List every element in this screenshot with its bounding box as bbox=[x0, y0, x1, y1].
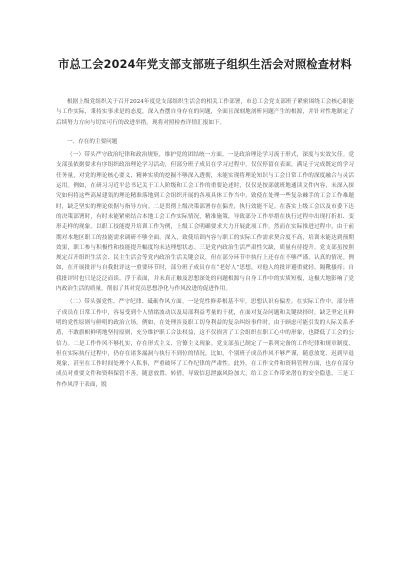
intro-paragraph: 根据上级党组织关于召开2024年度党支部组织生活会的相关工作部署，市总工会党支部班子紧密围绕工会核心职能与工作实际，秉持实事求是的态度，深入查摆自身存在的问题，全面且深刻地剖析问题产生的根源，并针对性地制定了后续努力方向与切实可行的改进举措。现将对照检查详情汇报如下。 bbox=[56, 99, 354, 126]
body-paragraph-2: （二）带头强党性、严守纪律、砥砺作风方面。一是党性修养根基不牢，思想认识有偏差。在实际工作中，部分班子成员在日常工作中，容易受到个人情绪波动以及局部利益考量的干扰，在面对复杂问题和关键抉择时，缺乏坚定且鲜明的党性原则与鲜明的政治立场。例如，在处理涉及职工切身利益的复杂纠纷事件时，由于顾虑可能引发的人际关系矛盾，不敢旗帜鲜明地坚持原则，充分维护职工合法权益，这不仅损害了工会组织在职工心中的形象，也降低了工会的公信力。二是工作作风不够扎实，存在形式主义、官僚主义现象。党支部虽已制定了一系列完备的工作纪律和规章制度，但在实际执行过程中，仍存在诸多漏洞与执行不到位的情况，比如，个别班子成员作风不够严谨，随意放宽、迟到早退现象，甚至在工作时间处理个人私事，严重破坏了工作纪律的严肃性。此外，在工作文件和资料管理方面，也存在部分成员对重要文件和资料保管不善，随意放置、转借，导致信息泄露风险加大，给工会工作带来潜在的安全隐患。三是工作作风浮于表面，脱 bbox=[56, 299, 354, 388]
section-heading: 一、存在的主要问题 bbox=[67, 138, 118, 145]
document-title: 市总工会2024年党支部支部班子组织生活会对照检查材料 bbox=[58, 58, 352, 71]
body-paragraph-1: （一）带头严守政治纪律和政治规矩，维护党的团结统一方面。一是政治理论学习流于形式，深度与实效欠佳。党支部虽依据要求有序组织政治理论学习活动，但部分班子成员在学习过程中，仅仅停留在表面，满足于完成既定的学习任务量，对党的理论核心要义、精神实质的挖掘不够深入透彻，未能实现将理论知识与工会日常工作的深度融合与灵活运用。例如，在研习习近平总书记关于工人阶级和工会工作的重要论述时，仅仅是按部就班地通读文件内容，未深入探究如何将这些高屋建瓴的理论精准落地到工会组织开展的各项具体工作当中，致使在处理一些复杂棘手的工会工作难题时，缺乏坚实的理论依据与指导方向。二是贯彻上级决策部署存在偏差，执行效能不足。在落实上级工会以及市委下达的决策部署时，有时未能紧密结合本地工会工作实际情况，精准施策，导致部分工作举措在执行过程中出现打折扣、变形走样的现象。以职工技能提升培训工作为例，上级工会明确要求大力开展此项工作，然而在实际推进过程中，由于前期对本地区职工的技能需求调研不够全面、深入，致使培训内容与职工的实际工作需求契合度不高，培训未能达到预期效果，职工参与积极性和技能提升幅度均未达理想状态。三是党内政治生活严肃性欠缺，质量有待提升。党支部虽按照规定召开组织生活会、民主生活会等党内政治生活关键会议，但在部分环节中执行上还存在不够严谨、认真的情况。例如，在开展批评与自我批评这一重要环节时，部分班子成员存在“老好人”思想，对他人的批评避重就轻、隔靴搔痒；自我批评时也只是泛泛而谈、浮于表面，并未真正触及思想深处的问题根源与自身工作中的实质短板，这极大地影响了党内政治生活的质量，削弱了其对党员思想净化与作风改进的促进作用。 bbox=[56, 152, 354, 293]
